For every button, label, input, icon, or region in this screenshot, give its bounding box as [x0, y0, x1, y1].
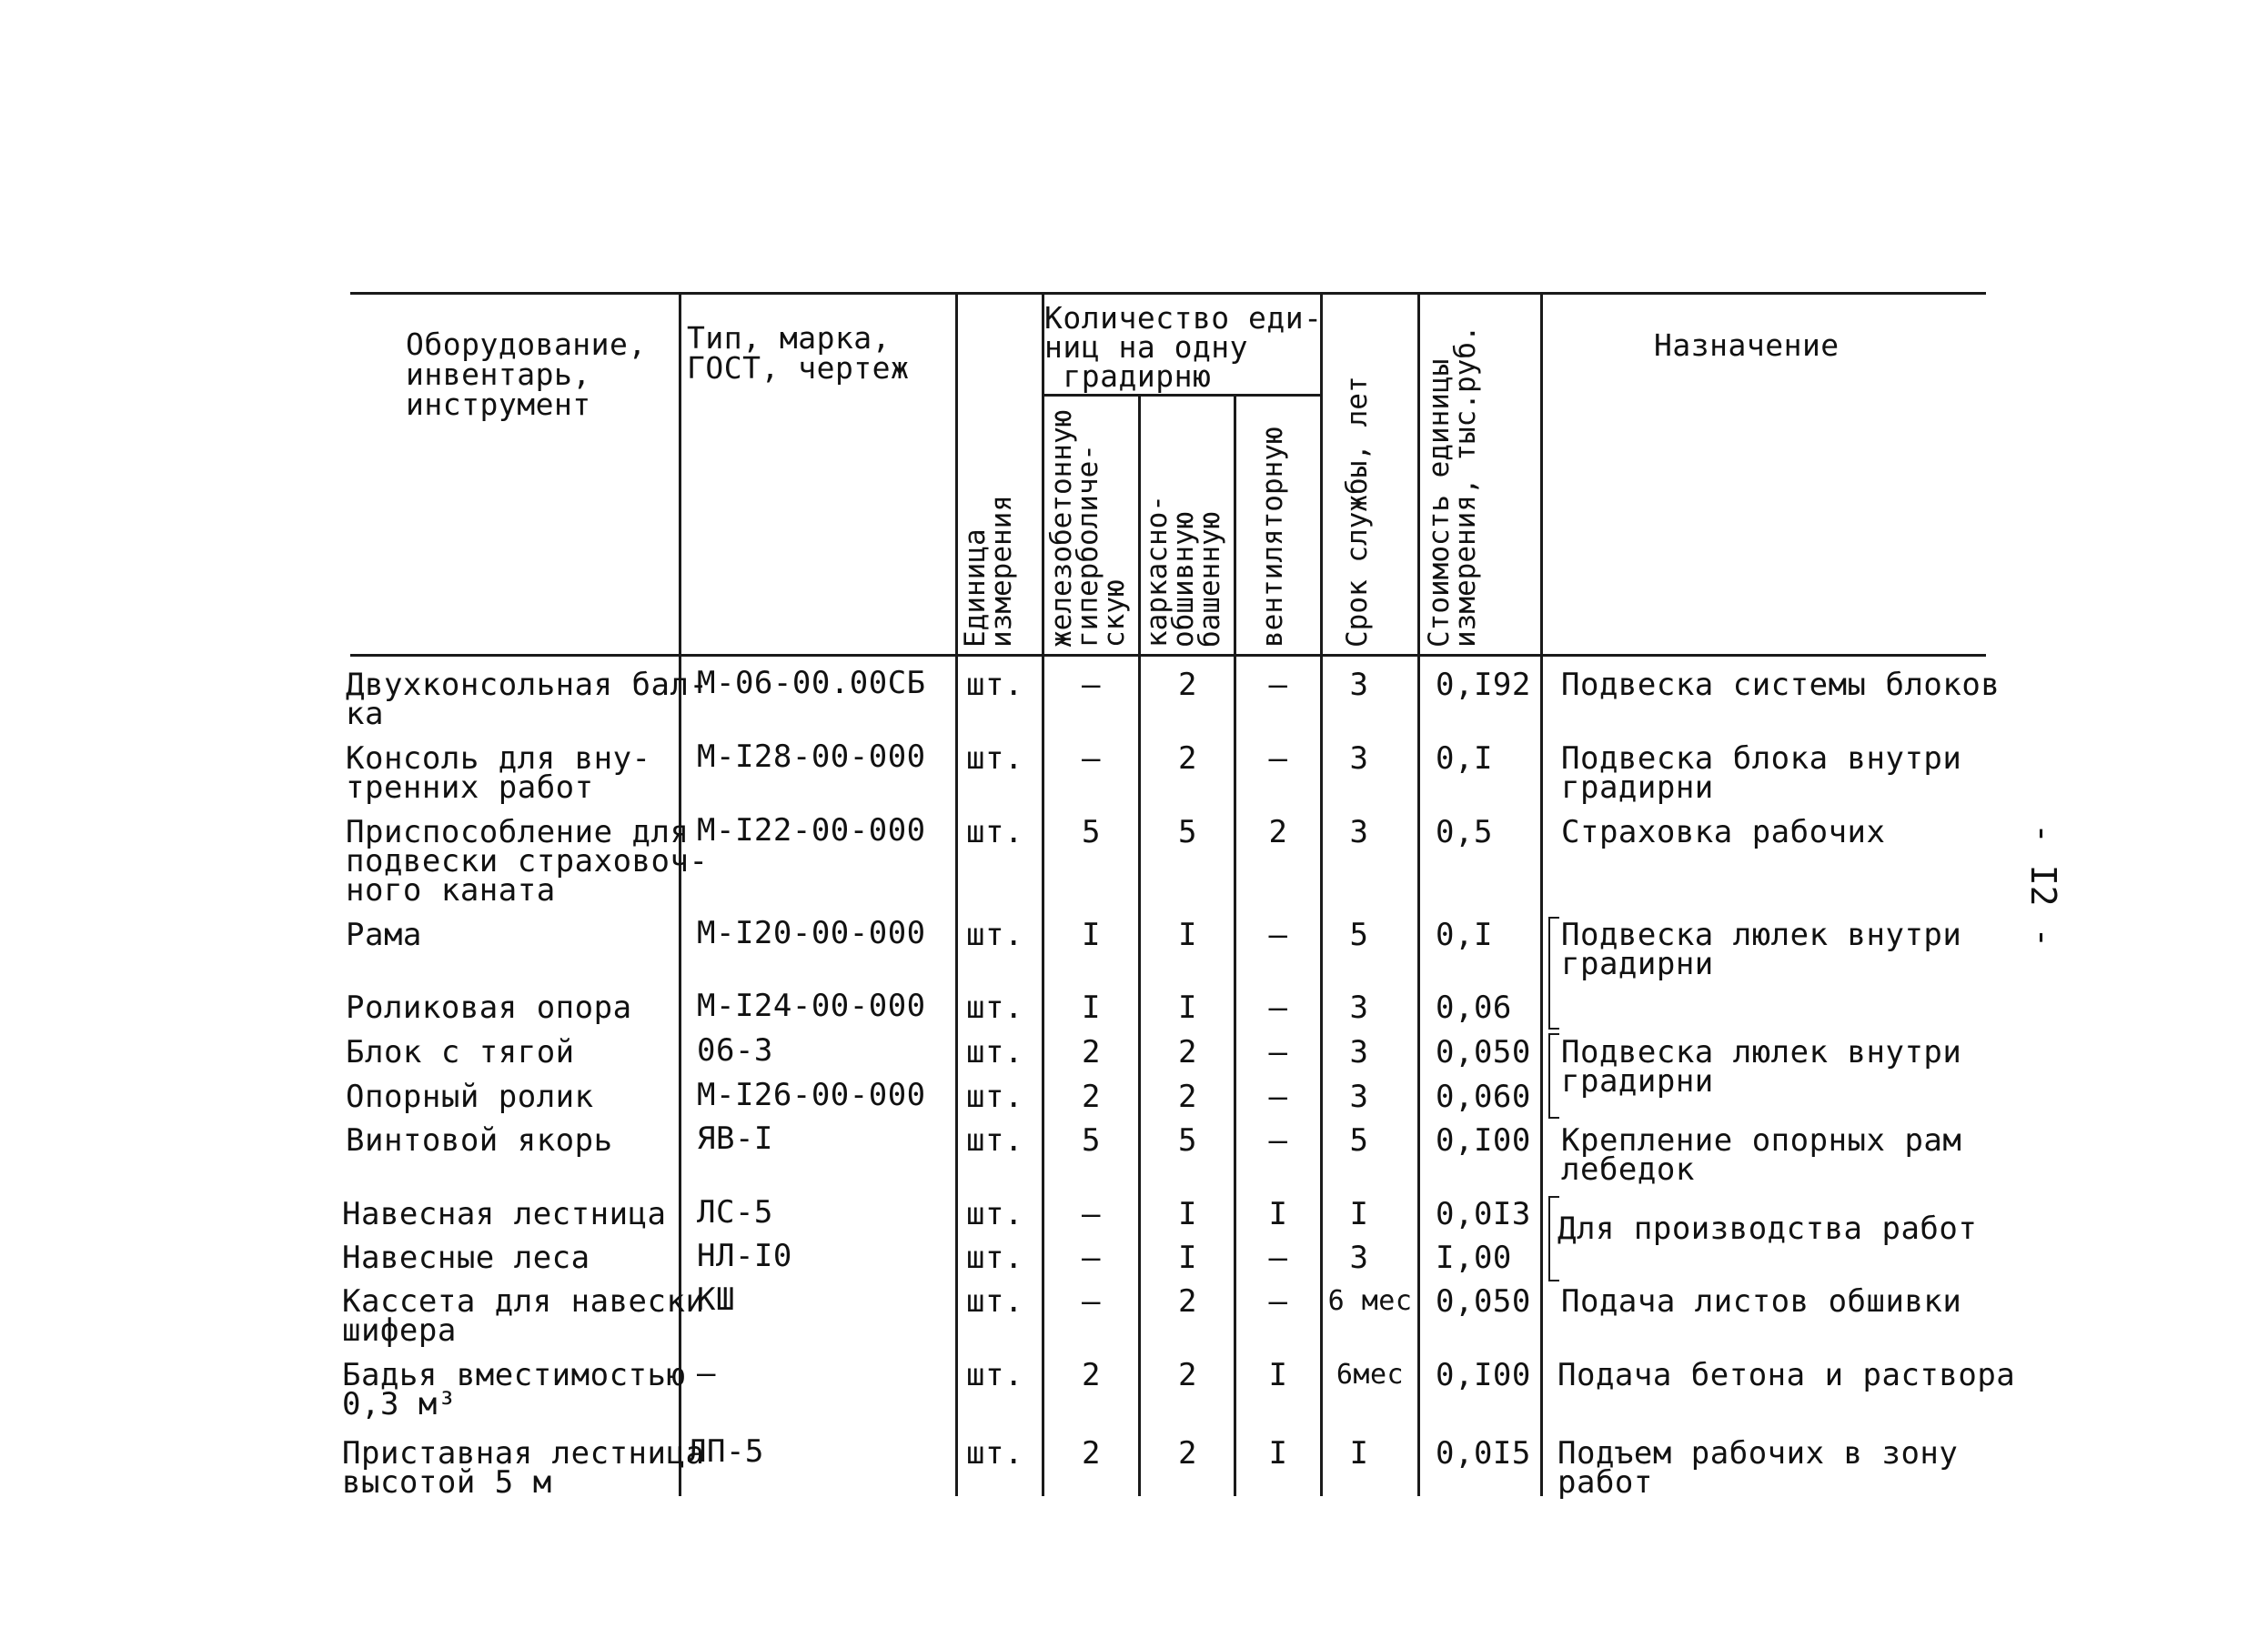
row-10-name: Навесные леса	[342, 1240, 590, 1276]
row-2-cost: 0,I	[1436, 740, 1493, 777]
row-6-q3: –	[1268, 1034, 1288, 1070]
row-8-unit: шт.	[966, 1122, 1023, 1159]
col-divider-7	[1417, 294, 1420, 1496]
header-service-life: Срок службы, лет	[1341, 376, 1374, 648]
row-2-q3: –	[1268, 740, 1288, 777]
row-7-q3: –	[1268, 1079, 1288, 1115]
row-9-cost: 0,0I3	[1436, 1196, 1531, 1232]
row-9-q3: I	[1268, 1196, 1288, 1232]
header-purpose: Назначение	[1654, 327, 1840, 363]
row-12-purpose: Подача бетона и раствора	[1557, 1357, 2016, 1393]
header-q3-fan: вентиляторную	[1256, 427, 1289, 648]
row-2-unit: шт.	[966, 740, 1023, 777]
purpose-brace-2	[1548, 1033, 1559, 1119]
row-13-q1: 2	[1082, 1435, 1101, 1472]
col-divider-2	[955, 294, 958, 1496]
row-2-q2: 2	[1178, 740, 1197, 777]
row-8-cost: 0,I00	[1436, 1122, 1531, 1159]
row-8-q3: –	[1268, 1122, 1288, 1159]
purpose-brace-3	[1548, 1196, 1559, 1281]
row-10-cost: I,00	[1436, 1240, 1512, 1276]
row-1-unit: шт.	[966, 667, 1023, 703]
row-7-type: М-I26-00-000	[697, 1077, 926, 1113]
row-6-unit: шт.	[966, 1034, 1023, 1070]
row-10-q2: I	[1178, 1240, 1197, 1276]
row-9-q2: I	[1178, 1196, 1197, 1232]
row-1-cost: 0,I92	[1436, 667, 1531, 703]
quantity-subheader-rule	[1042, 394, 1321, 397]
row-2-name: Консоль для вну- тренних работ	[346, 740, 651, 806]
row-1-purpose: Подвеска системы блоков	[1561, 667, 2001, 703]
row-3-q1: 5	[1082, 814, 1101, 850]
header-unit-cost: Стоимость единицы измерения, тыс.руб.	[1423, 325, 1482, 648]
row-3-q3: 2	[1268, 814, 1288, 850]
row-3-unit: шт.	[966, 814, 1023, 850]
row-11-name: Кассета для навески шифера	[342, 1283, 705, 1349]
row-2-service: 3	[1349, 740, 1369, 777]
row-11-q1: –	[1082, 1283, 1101, 1320]
row-1-type: М-06-00.00СБ	[697, 665, 926, 701]
row-4-name: Рама	[346, 917, 422, 953]
row-4-service: 5	[1349, 917, 1369, 953]
row-13-type: ЛП-5	[688, 1433, 764, 1470]
row-3-q2: 5	[1178, 814, 1197, 850]
row-13-service: I	[1349, 1435, 1369, 1472]
row-10-type: НЛ-I0	[697, 1238, 792, 1274]
row-5-cost: 0,06	[1436, 990, 1512, 1026]
row-1-q3: –	[1268, 667, 1288, 703]
row-12-q3: I	[1268, 1357, 1288, 1393]
row-12-q1: 2	[1082, 1357, 1101, 1393]
row-7-q1: 2	[1082, 1079, 1101, 1115]
row-9-unit: шт.	[966, 1196, 1023, 1232]
row-8-q1: 5	[1082, 1122, 1101, 1159]
table-top-rule	[350, 292, 1986, 295]
row-7-unit: шт.	[966, 1079, 1023, 1115]
row-4-q1: I	[1082, 917, 1101, 953]
row-11-cost: 0,050	[1436, 1283, 1531, 1320]
row-13-cost: 0,0I5	[1436, 1435, 1531, 1472]
row-11-q2: 2	[1178, 1283, 1197, 1320]
row-13-purpose: Подъем рабочих в зону работ	[1557, 1435, 1959, 1501]
row-4-type: М-I20-00-000	[697, 915, 926, 951]
row-9-purpose: Для производства работ	[1557, 1211, 1978, 1247]
row-6-name: Блок с тягой	[346, 1034, 575, 1070]
row-12-q2: 2	[1178, 1357, 1197, 1393]
row-8-purpose: Крепление опорных рам лебедок	[1561, 1122, 1962, 1188]
row-11-service: 6 мес	[1327, 1285, 1413, 1317]
row-6-q1: 2	[1082, 1034, 1101, 1070]
page-number: - I2 -	[2023, 823, 2063, 949]
row-1-q2: 2	[1178, 667, 1197, 703]
row-12-cost: 0,I00	[1436, 1357, 1531, 1393]
row-7-service: 3	[1349, 1079, 1369, 1115]
row-8-name: Винтовой якорь	[346, 1122, 613, 1159]
row-8-q2: 5	[1178, 1122, 1197, 1159]
row-4-q3: –	[1268, 917, 1288, 953]
row-12-type: –	[697, 1355, 716, 1392]
row-4-purpose: Подвеска люлек внутри градирни	[1561, 917, 1962, 982]
row-8-service: 5	[1349, 1122, 1369, 1159]
header-type: Тип, марка, ГОСТ, чертеж	[687, 320, 910, 386]
row-5-name: Роликовая опора	[346, 990, 632, 1026]
row-3-purpose: Страховка рабочих	[1561, 814, 1886, 850]
row-1-name: Двухконсольная бал- ка	[346, 667, 709, 732]
row-11-unit: шт.	[966, 1283, 1023, 1320]
row-9-service: I	[1349, 1196, 1369, 1232]
row-9-type: ЛС-5	[697, 1194, 773, 1231]
row-4-unit: шт.	[966, 917, 1023, 953]
col-divider-8	[1540, 294, 1543, 1496]
row-3-service: 3	[1349, 814, 1369, 850]
row-11-purpose: Подача листов обшивки	[1561, 1283, 1962, 1320]
header-bottom-rule	[350, 654, 1986, 657]
row-7-cost: 0,060	[1436, 1079, 1531, 1115]
row-6-service: 3	[1349, 1034, 1369, 1070]
row-2-q1: –	[1082, 740, 1101, 777]
purpose-brace-1	[1548, 917, 1559, 1030]
row-11-q3: –	[1268, 1283, 1288, 1320]
row-5-unit: шт.	[966, 990, 1023, 1026]
header-q2-frame-sheathed: каркасно- обшивную башенную	[1141, 495, 1226, 648]
row-3-type: М-I22-00-000	[697, 812, 926, 849]
row-10-q1: –	[1082, 1240, 1101, 1276]
row-2-purpose: Подвеска блока внутри градирни	[1561, 740, 1962, 806]
header-equipment: Оборудование, инвентарь, инструмент	[406, 327, 647, 422]
row-5-q3: –	[1268, 990, 1288, 1026]
row-5-q2: I	[1178, 990, 1197, 1026]
row-9-q1: –	[1082, 1196, 1101, 1232]
header-quantity-group: Количество еди- ниц на одну градирню	[1044, 300, 1323, 394]
row-10-q3: –	[1268, 1240, 1288, 1276]
row-3-name: Приспособление для подвески страховоч- ного каната	[346, 814, 709, 909]
row-6-q2: 2	[1178, 1034, 1197, 1070]
row-6-purpose: Подвеска люлек внутри градирни	[1561, 1034, 1962, 1100]
row-5-q1: I	[1082, 990, 1101, 1026]
row-2-type: М-I28-00-000	[697, 739, 926, 775]
row-10-service: 3	[1349, 1240, 1369, 1276]
row-4-q2: I	[1178, 917, 1197, 953]
row-13-q3: I	[1268, 1435, 1288, 1472]
header-unit: Единица измерения	[959, 495, 1018, 648]
row-10-unit: шт.	[966, 1240, 1023, 1276]
row-4-cost: 0,I	[1436, 917, 1493, 953]
row-1-service: 3	[1349, 667, 1369, 703]
row-5-service: 3	[1349, 990, 1369, 1026]
row-8-type: ЯВ-I	[697, 1120, 773, 1157]
row-12-service: 6мес	[1336, 1359, 1405, 1391]
row-13-q2: 2	[1178, 1435, 1197, 1472]
row-11-type: КШ	[697, 1281, 735, 1318]
row-6-cost: 0,050	[1436, 1034, 1531, 1070]
header-q1-reinforced-concrete: железобетонную гиперболиче- скую	[1045, 409, 1131, 648]
row-5-type: М-I24-00-000	[697, 988, 926, 1024]
row-13-name: Приставная лестница высотой 5 м	[342, 1435, 705, 1501]
row-12-unit: шт.	[966, 1357, 1023, 1393]
row-7-q2: 2	[1178, 1079, 1197, 1115]
row-7-name: Опорный ролик	[346, 1079, 594, 1115]
row-3-cost: 0,5	[1436, 814, 1493, 850]
row-12-name: Бадья вместимостью 0,3 м³	[342, 1357, 686, 1422]
row-9-name: Навесная лестница	[342, 1196, 667, 1232]
row-13-unit: шт.	[966, 1435, 1023, 1472]
row-6-type: 06-3	[697, 1032, 773, 1069]
row-1-q1: –	[1082, 667, 1101, 703]
